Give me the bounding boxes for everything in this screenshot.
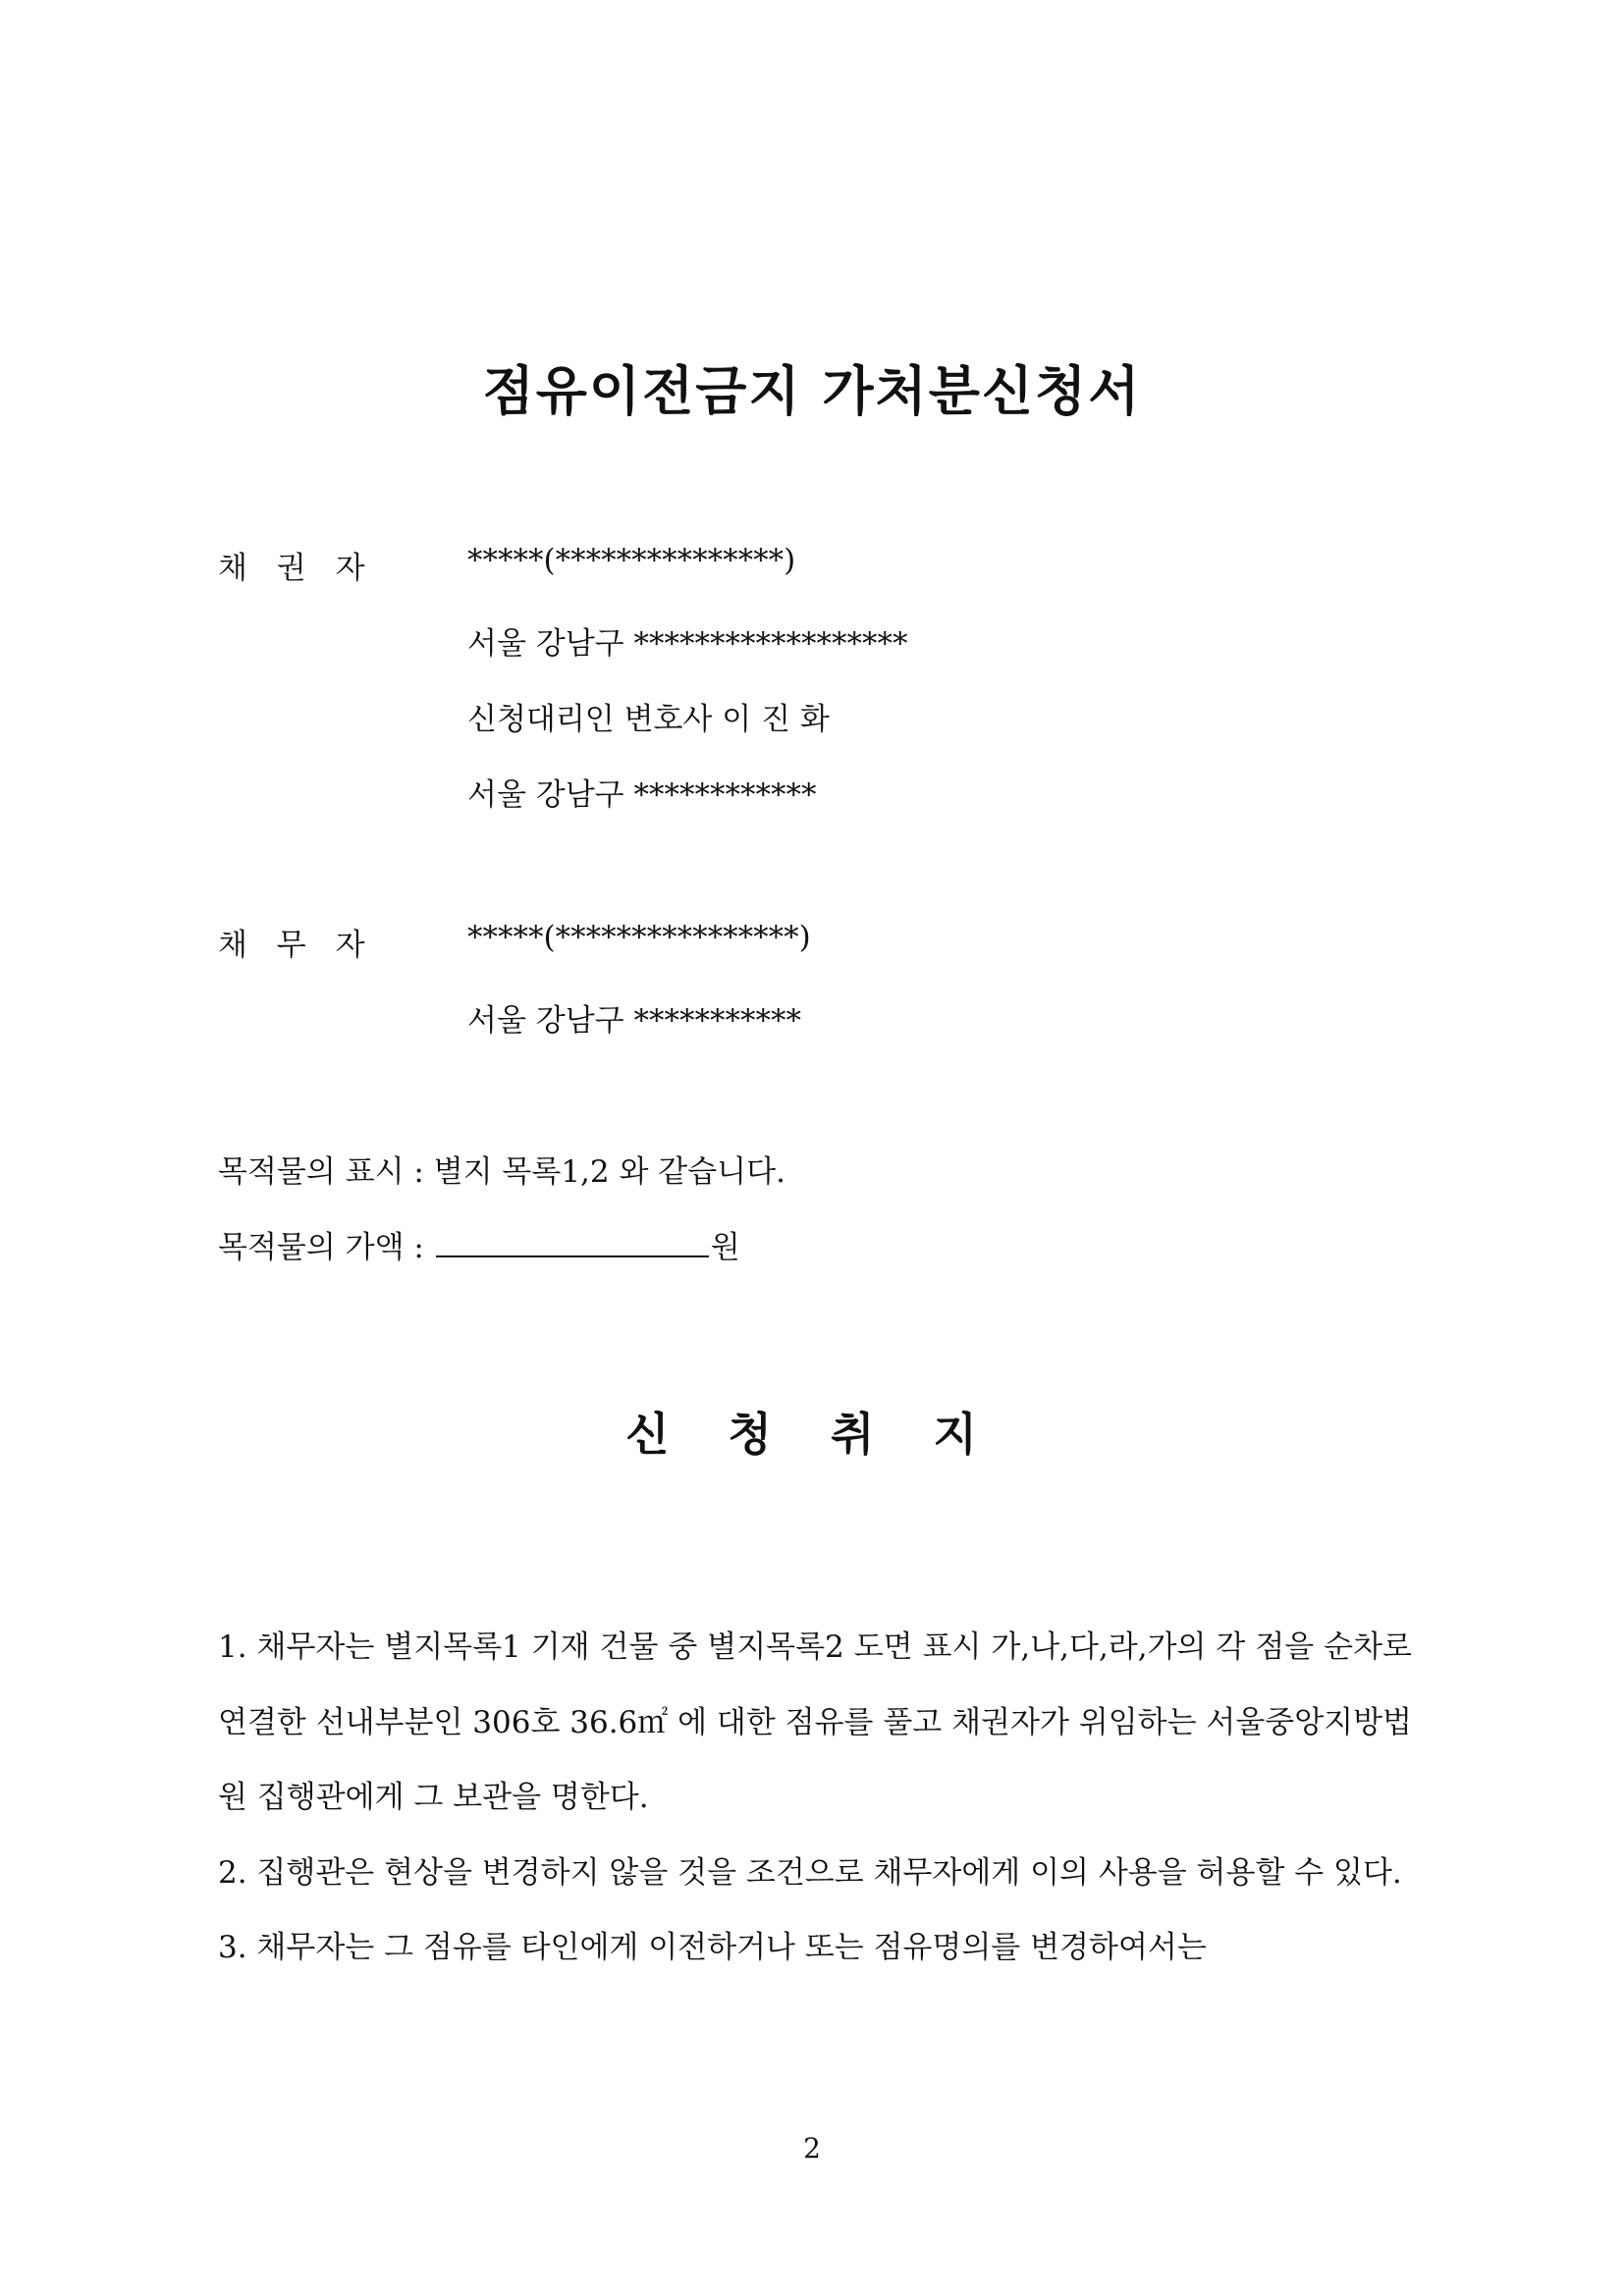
page-number: 2 xyxy=(803,2132,821,2164)
purpose-paragraph: 3. 채무자는 그 점유를 타인에게 이전하거나 또는 점유명의를 변경하여서는 xyxy=(218,1930,1207,1965)
debtor-name: *****(****************) xyxy=(467,920,811,955)
object-value-suffix: 원 xyxy=(710,1230,740,1265)
document-title: 점유이전금지 가처분신청서 xyxy=(482,360,1142,422)
debtor-label: 채 무 자 xyxy=(218,928,375,963)
object-display-value: 별지 목록1,2 와 같습니다. xyxy=(433,1154,785,1190)
object-display-label: 목적물의 표시 : xyxy=(218,1154,434,1190)
creditor-name: *****(***************) xyxy=(467,543,796,578)
creditor-agent: 신청대리인 변호사 이 진 화 xyxy=(467,702,830,737)
object-display-line xyxy=(218,1147,785,1191)
object-value-blank xyxy=(436,1226,709,1257)
creditor-label: 채 권 자 xyxy=(218,551,375,586)
object-value-line xyxy=(218,1222,740,1266)
creditor-address: 서울 강남구 ****************** xyxy=(467,626,908,662)
purpose-body xyxy=(218,1610,1412,1986)
purpose-paragraph: 2. 집행관은 현상을 변경하지 않을 것을 조건으로 채무자에게 이의 사용을 허용할 수 있다. xyxy=(218,1854,1402,1891)
purpose-heading: 신 청 취 지 xyxy=(625,1408,999,1461)
debtor-address: 서울 강남구 *********** xyxy=(467,1003,801,1039)
creditor-agent-address: 서울 강남구 ************ xyxy=(467,777,817,813)
object-value-label: 목적물의 가액 : xyxy=(218,1230,434,1265)
purpose-paragraph: 1. 채무자는 별지목록1 기재 건물 중 별지목록2 도면 표시 가,나,다,라,가의 각 점을 순차로 연결한 선내부분인 306호 36.6㎡ 에 대한 점유를 풀고 채권자가 위임하는 서울중앙지방법원 집행관에게 그 보관을 명한다. xyxy=(218,1629,1413,1815)
